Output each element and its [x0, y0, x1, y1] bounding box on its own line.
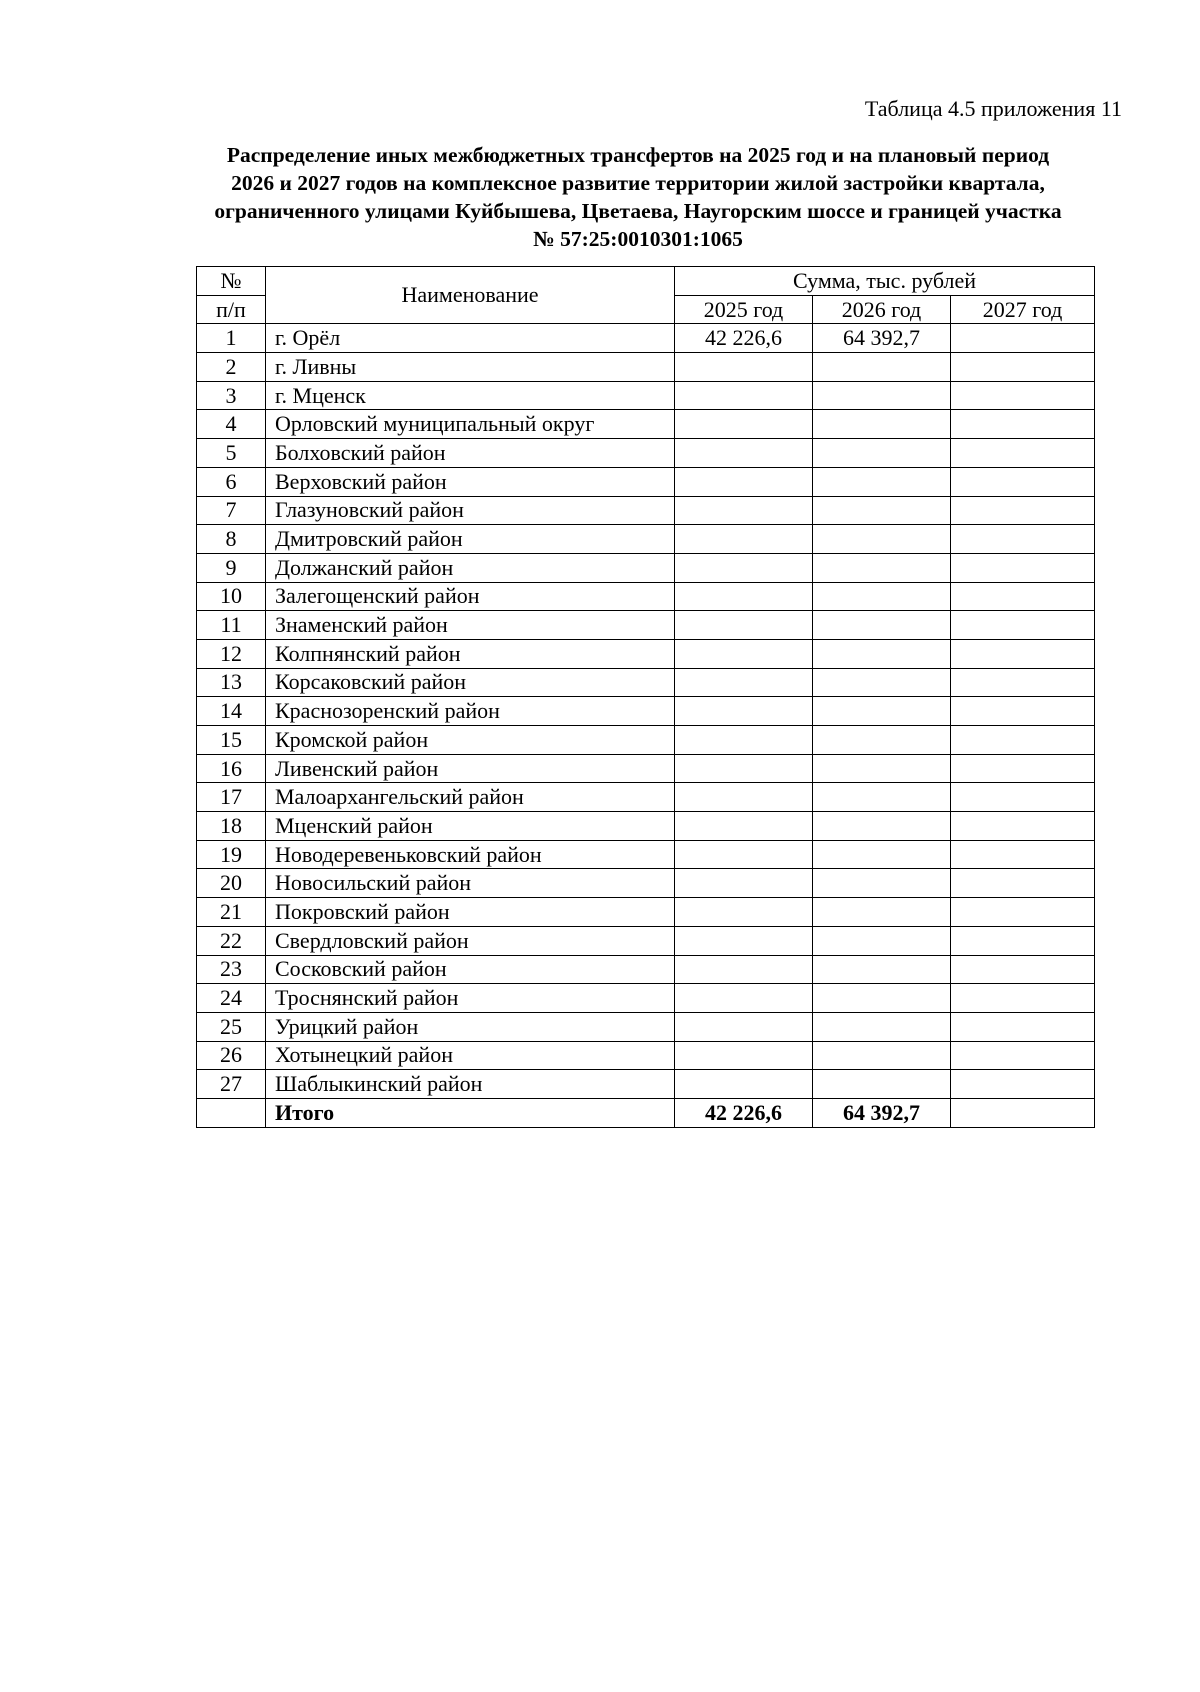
table-row: [197, 381, 1095, 410]
value-2027: [951, 467, 1095, 496]
row-name: Покровский район: [266, 898, 675, 927]
row-number: 25: [197, 1012, 266, 1041]
value-2025: [675, 840, 813, 869]
value-2025: [675, 353, 813, 382]
header-year-2027: 2027 год: [951, 295, 1095, 324]
value-2026: [813, 611, 951, 640]
value-2026: [813, 812, 951, 841]
table-row: [197, 324, 1095, 353]
table-row: [197, 553, 1095, 582]
row-number: 12: [197, 639, 266, 668]
row-name: Верховский район: [266, 467, 675, 496]
row-name: Троснянский район: [266, 984, 675, 1013]
row-name: Итого: [266, 1098, 675, 1127]
row-number: 2: [197, 353, 266, 382]
row-number: 21: [197, 898, 266, 927]
table-row: [197, 1041, 1095, 1070]
value-2026: [813, 840, 951, 869]
value-2025: [675, 668, 813, 697]
value-2025: [675, 525, 813, 554]
row-name: Урицкий район: [266, 1012, 675, 1041]
row-number: 10: [197, 582, 266, 611]
title-line: № 57:25:0010301:1065: [533, 227, 743, 251]
value-2027: [951, 611, 1095, 640]
value-2025: [675, 783, 813, 812]
value-2026: [813, 439, 951, 468]
row-name: Орловский муниципальный округ: [266, 410, 675, 439]
row-number: 24: [197, 984, 266, 1013]
table-body: [197, 324, 1095, 1127]
table-row: [197, 1070, 1095, 1099]
row-name: Малоархангельский район: [266, 783, 675, 812]
table-row: [197, 926, 1095, 955]
row-number: 26: [197, 1041, 266, 1070]
value-2027: [951, 783, 1095, 812]
value-2026: [813, 410, 951, 439]
value-2027: [951, 955, 1095, 984]
value-2025: [675, 496, 813, 525]
row-name: Корсаковский район: [266, 668, 675, 697]
table-row: [197, 869, 1095, 898]
row-name: Мценский район: [266, 812, 675, 841]
row-name: Шаблыкинский район: [266, 1070, 675, 1099]
row-number: 16: [197, 754, 266, 783]
row-number: 3: [197, 381, 266, 410]
value-2026: [813, 553, 951, 582]
value-2027: [951, 754, 1095, 783]
appendix-label: Таблица 4.5 приложения 11: [864, 96, 1122, 121]
value-2025: [675, 984, 813, 1013]
row-name: Хотынецкий район: [266, 1041, 675, 1070]
row-number: 5: [197, 439, 266, 468]
value-2027: [951, 869, 1095, 898]
title-line: Распределение иных межбюджетных трансфертов на 2025 год и на плановый период: [226, 143, 1050, 167]
row-name: Ливенский район: [266, 754, 675, 783]
row-name: Дмитровский район: [266, 525, 675, 554]
value-2027: [951, 324, 1095, 353]
total-row: [197, 1098, 1095, 1127]
table-row: [197, 639, 1095, 668]
value-2026: [813, 639, 951, 668]
row-number: 9: [197, 553, 266, 582]
table-row: [197, 353, 1095, 382]
value-2026: [813, 869, 951, 898]
table-row: [197, 582, 1095, 611]
value-2027: [951, 410, 1095, 439]
row-number: 18: [197, 812, 266, 841]
header-name: Наименование: [266, 267, 675, 324]
table-row: [197, 783, 1095, 812]
row-name: Сосковский район: [266, 955, 675, 984]
value-2025: [675, 926, 813, 955]
value-2027: [951, 812, 1095, 841]
header-year-2025: 2025 год: [675, 295, 813, 324]
value-2027: [951, 381, 1095, 410]
row-number: 6: [197, 467, 266, 496]
table-row: [197, 697, 1095, 726]
value-2026: [813, 496, 951, 525]
value-2026: [813, 582, 951, 611]
value-2027: [951, 496, 1095, 525]
row-number: 13: [197, 668, 266, 697]
row-name: г. Ливны: [266, 353, 675, 382]
value-2026: 64 392,7: [813, 324, 951, 353]
value-2027: [951, 726, 1095, 755]
value-2026: [813, 1070, 951, 1099]
value-2025: [675, 1041, 813, 1070]
value-2025: [675, 812, 813, 841]
value-2025: [675, 639, 813, 668]
table-row: [197, 984, 1095, 1013]
header-sum-group: Сумма, тыс. рублей: [675, 267, 1095, 296]
value-2027: [951, 697, 1095, 726]
row-name: Краснозоренский район: [266, 697, 675, 726]
value-2025: [675, 439, 813, 468]
value-2026: 64 392,7: [813, 1098, 951, 1127]
transfers-table: [196, 266, 1095, 1128]
row-number: 22: [197, 926, 266, 955]
table-row: [197, 726, 1095, 755]
row-number: 15: [197, 726, 266, 755]
row-name: Свердловский район: [266, 926, 675, 955]
row-name: г. Орёл: [266, 324, 675, 353]
row-name: Болховский район: [266, 439, 675, 468]
value-2026: [813, 697, 951, 726]
value-2027: [951, 553, 1095, 582]
row-name: Колпнянский район: [266, 639, 675, 668]
value-2025: [675, 410, 813, 439]
value-2027: [951, 984, 1095, 1013]
row-number: 19: [197, 840, 266, 869]
value-2027: [951, 639, 1095, 668]
value-2025: 42 226,6: [675, 1098, 813, 1127]
value-2025: [675, 898, 813, 927]
value-2027: [951, 582, 1095, 611]
table-row: [197, 840, 1095, 869]
value-2027: [951, 898, 1095, 927]
value-2027: [951, 668, 1095, 697]
row-name: Знаменский район: [266, 611, 675, 640]
value-2025: [675, 467, 813, 496]
value-2026: [813, 926, 951, 955]
value-2025: [675, 611, 813, 640]
row-number: 27: [197, 1070, 266, 1099]
value-2026: [813, 783, 951, 812]
value-2026: [813, 955, 951, 984]
table-row: [197, 955, 1095, 984]
value-2025: [675, 869, 813, 898]
value-2027: [951, 439, 1095, 468]
table-row: [197, 812, 1095, 841]
value-2025: [675, 697, 813, 726]
table-row: [197, 754, 1095, 783]
row-name: Должанский район: [266, 553, 675, 582]
value-2026: [813, 467, 951, 496]
row-number: 7: [197, 496, 266, 525]
row-number: 4: [197, 410, 266, 439]
value-2026: [813, 1041, 951, 1070]
table-row: [197, 439, 1095, 468]
value-2027: [951, 525, 1095, 554]
value-2026: [813, 754, 951, 783]
row-number: [197, 1098, 266, 1127]
value-2026: [813, 898, 951, 927]
value-2027: [951, 926, 1095, 955]
row-number: 20: [197, 869, 266, 898]
row-name: Кромской район: [266, 726, 675, 755]
title-line: ограниченного улицами Куйбышева, Цветаева, Наугорским шоссе и границей участка: [214, 199, 1062, 223]
row-number: 17: [197, 783, 266, 812]
value-2026: [813, 1012, 951, 1041]
value-2026: [813, 525, 951, 554]
value-2026: [813, 381, 951, 410]
row-number: 8: [197, 525, 266, 554]
value-2025: [675, 754, 813, 783]
value-2027: [951, 1098, 1095, 1127]
table-row: [197, 898, 1095, 927]
document-title: [150, 141, 1126, 253]
row-name: г. Мценск: [266, 381, 675, 410]
value-2026: [813, 353, 951, 382]
table-row: [197, 496, 1095, 525]
table-row: [197, 668, 1095, 697]
value-2025: [675, 1012, 813, 1041]
row-name: Новосильский район: [266, 869, 675, 898]
value-2025: [675, 553, 813, 582]
value-2026: [813, 726, 951, 755]
row-name: Новодеревеньковский район: [266, 840, 675, 869]
row-name: Глазуновский район: [266, 496, 675, 525]
value-2026: [813, 984, 951, 1013]
value-2027: [951, 353, 1095, 382]
header-num-line1: №: [197, 267, 266, 296]
row-number: 14: [197, 697, 266, 726]
row-name: Залегощенский район: [266, 582, 675, 611]
table-row: [197, 611, 1095, 640]
header-year-2026: 2026 год: [813, 295, 951, 324]
row-number: 11: [197, 611, 266, 640]
value-2025: [675, 1070, 813, 1099]
header-num-line2: п/п: [197, 295, 266, 324]
table-row: [197, 410, 1095, 439]
value-2027: [951, 1012, 1095, 1041]
value-2025: 42 226,6: [675, 324, 813, 353]
table-row: [197, 1012, 1095, 1041]
row-number: 23: [197, 955, 266, 984]
title-line: 2026 и 2027 годов на комплексное развитие территории жилой застройки квартала,: [231, 171, 1045, 195]
value-2025: [675, 582, 813, 611]
value-2025: [675, 955, 813, 984]
value-2026: [813, 668, 951, 697]
value-2027: [951, 1070, 1095, 1099]
value-2027: [951, 840, 1095, 869]
table-row: [197, 467, 1095, 496]
table-row: [197, 525, 1095, 554]
value-2025: [675, 726, 813, 755]
row-number: 1: [197, 324, 266, 353]
value-2025: [675, 381, 813, 410]
value-2027: [951, 1041, 1095, 1070]
